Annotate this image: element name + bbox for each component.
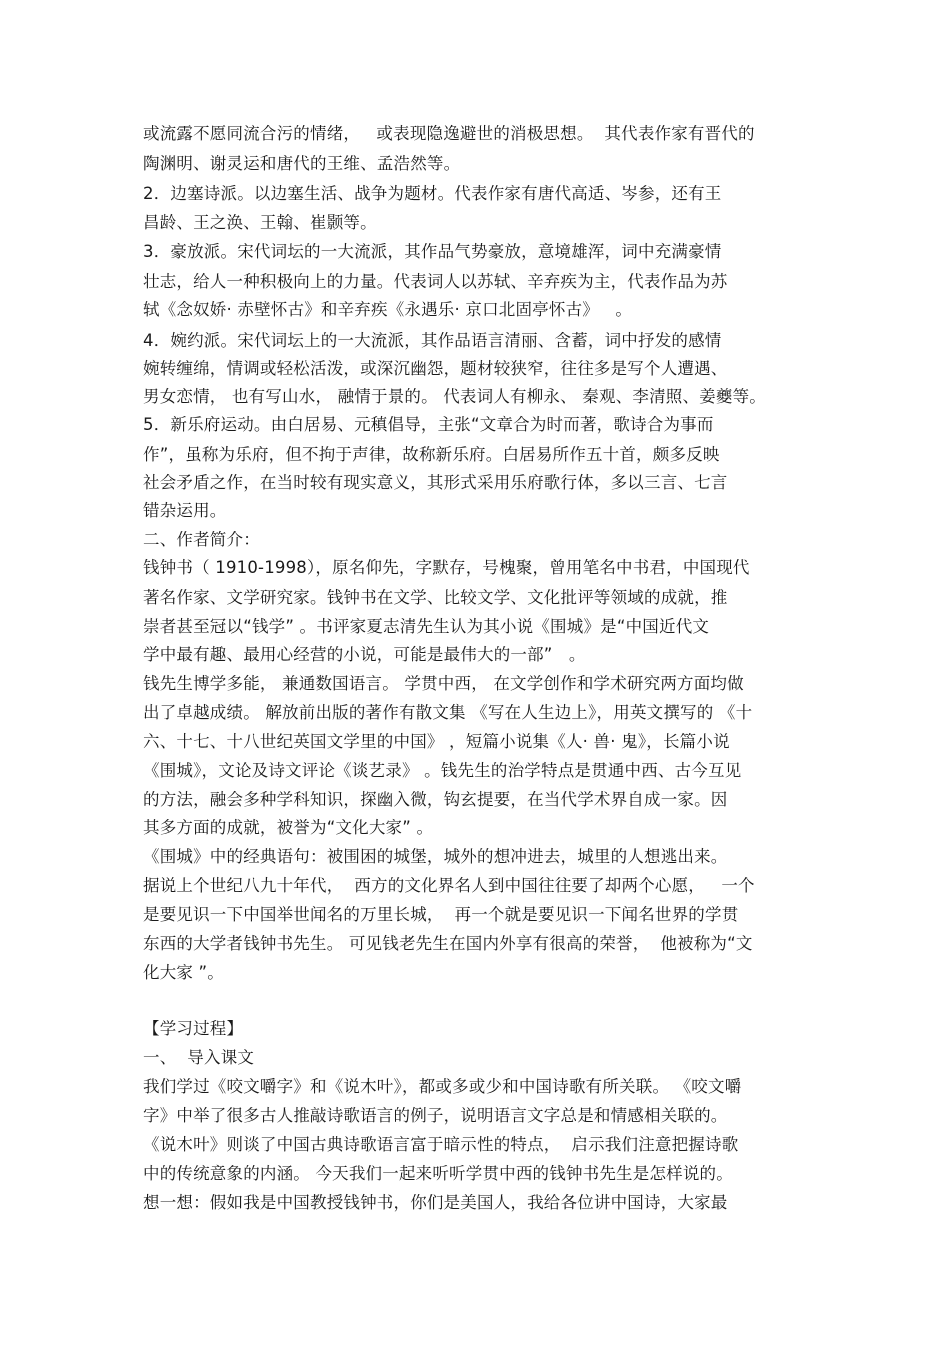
text-line: 《围城》，文论及诗文评论《谈艺录》 。钱先生的治学特点是贯通中西、古今互见 <box>143 761 742 780</box>
text-line: 《说木叶》则谈了中国古典诗歌语言富于暗示性的特点， 启示我们注意把握诗歌 <box>143 1135 739 1154</box>
text-line: 字》中举了很多古人推敲诗歌语言的例子，说明语言文字总是和情感相关联的。 <box>143 1106 728 1125</box>
section-heading: 二、作者简介： <box>143 530 260 549</box>
text-line: 化大家 ”。 <box>143 963 224 982</box>
text-line: 钱钟书（ 1910-1998），原名仰先，字默存，号槐聚，曾用笔名中书君，中国现代 <box>143 558 750 577</box>
text-line: 的方法，融会多种学科知识，探幽入微，钩玄提要，在当代学术界自成一家。因 <box>143 790 728 809</box>
text-line: 东西的大学者钱钟书先生。 可见钱老先生在国内外享有很高的荣誉， 他被称为“文 <box>143 934 753 953</box>
text-line: 陶渊明、谢灵运和唐代的王维、孟浩然等。 <box>143 154 461 173</box>
text-line: 4．婉约派。宋代词坛上的一大流派，其作品语言清丽、含蓄，词中抒发的感情 <box>143 331 722 350</box>
text-line: 壮志，给人一种积极向上的力量。代表词人以苏轼、辛弃疾为主，代表作品为苏 <box>143 272 728 291</box>
text-line: 作”，虽称为乐府，但不拘于声律，故称新乐府。白居易所作五十首，颇多反映 <box>143 445 720 464</box>
text-line: 婉转缠绵，情调或轻松活泼，或深沉幽怨，题材较狭窄，往往多是写个人遭遇、 <box>143 359 728 378</box>
text-line: 学中最有趣、最用心经营的小说，可能是最伟大的一部” 。 <box>143 645 586 664</box>
text-line: 3．豪放派。宋代词坛的一大流派，其作品气势豪放，意境雄浑，词中充满豪情 <box>143 242 722 261</box>
text-line: 轼《念奴娇· 赤壁怀古》和辛弃疾《永遇乐· 京口北固亭怀古》 。 <box>143 300 633 319</box>
text-line: 其多方面的成就，被誉为“文化大家” 。 <box>143 818 434 837</box>
text-line: 崇者甚至冠以“钱学” 。书评家夏志清先生认为其小说《围城》是“中国近代文 <box>143 617 710 636</box>
text-line: 5．新乐府运动。由白居易、元稹倡导，主张“文章合为时而著，歌诗合为事而 <box>143 415 714 434</box>
text-line: 2．边塞诗派。以边塞生活、战争为题材。代表作家有唐代高适、岑参，还有王 <box>143 184 722 203</box>
text-line: 昌龄、王之涣、王翰、崔颢等。 <box>143 213 377 232</box>
subsection-heading: 一、 导入课文 <box>143 1048 255 1067</box>
text-line: 中的传统意象的内涵。 今天我们一起来听听学贯中西的钱钟书先生是怎样说的。 <box>143 1164 733 1183</box>
text-line: 《围城》中的经典语句：被围困的城堡，城外的想冲进去，城里的人想逃出来。 <box>143 847 728 866</box>
text-line: 著名作家、文学研究家。钱钟书在文学、比较文学、文化批评等领域的成就，推 <box>143 588 728 607</box>
text-line: 我们学过《咬文嚼字》和《说木叶》，都或多或少和中国诗歌有所关联。 《咬文嚼 <box>143 1077 742 1096</box>
section-heading: 【学习过程】 <box>143 1019 244 1038</box>
text-line: 或流露不愿同流合污的情绪， 或表现隐逸避世的消极思想。 其代表作家有晋代的 <box>143 124 755 143</box>
text-line: 男女恋情， 也有写山水， 融情于景的。 代表词人有柳永、 秦观、李清照、姜夔等。 <box>143 387 766 406</box>
text-line: 是要见识一下中国举世闻名的万里长城， 再一个就是要见识一下闻名世界的学贯 <box>143 905 739 924</box>
text-line: 出了卓越成绩。 解放前出版的著作有散文集 《写在人生边上》，用英文撰写的 《十 <box>143 703 753 722</box>
text-line: 据说上个世纪八九十年代， 西方的文化界名人到中国往往要了却两个心愿， 一个 <box>143 876 755 895</box>
text-line: 钱先生博学多能， 兼通数国语言。 学贯中西， 在文学创作和学术研究两方面均做 <box>143 674 744 693</box>
text-line: 六、十七、十八世纪英国文学里的中国》 ，短篇小说集《人· 兽· 鬼》，长篇小说 <box>143 732 730 751</box>
text-line: 错杂运用。 <box>143 501 227 520</box>
text-line: 社会矛盾之作，在当时较有现实意义，其形式采用乐府歌行体，多以三言、七言 <box>143 473 728 492</box>
text-line: 想一想：假如我是中国教授钱钟书，你们是美国人，我给各位讲中国诗，大家最 <box>143 1193 728 1212</box>
